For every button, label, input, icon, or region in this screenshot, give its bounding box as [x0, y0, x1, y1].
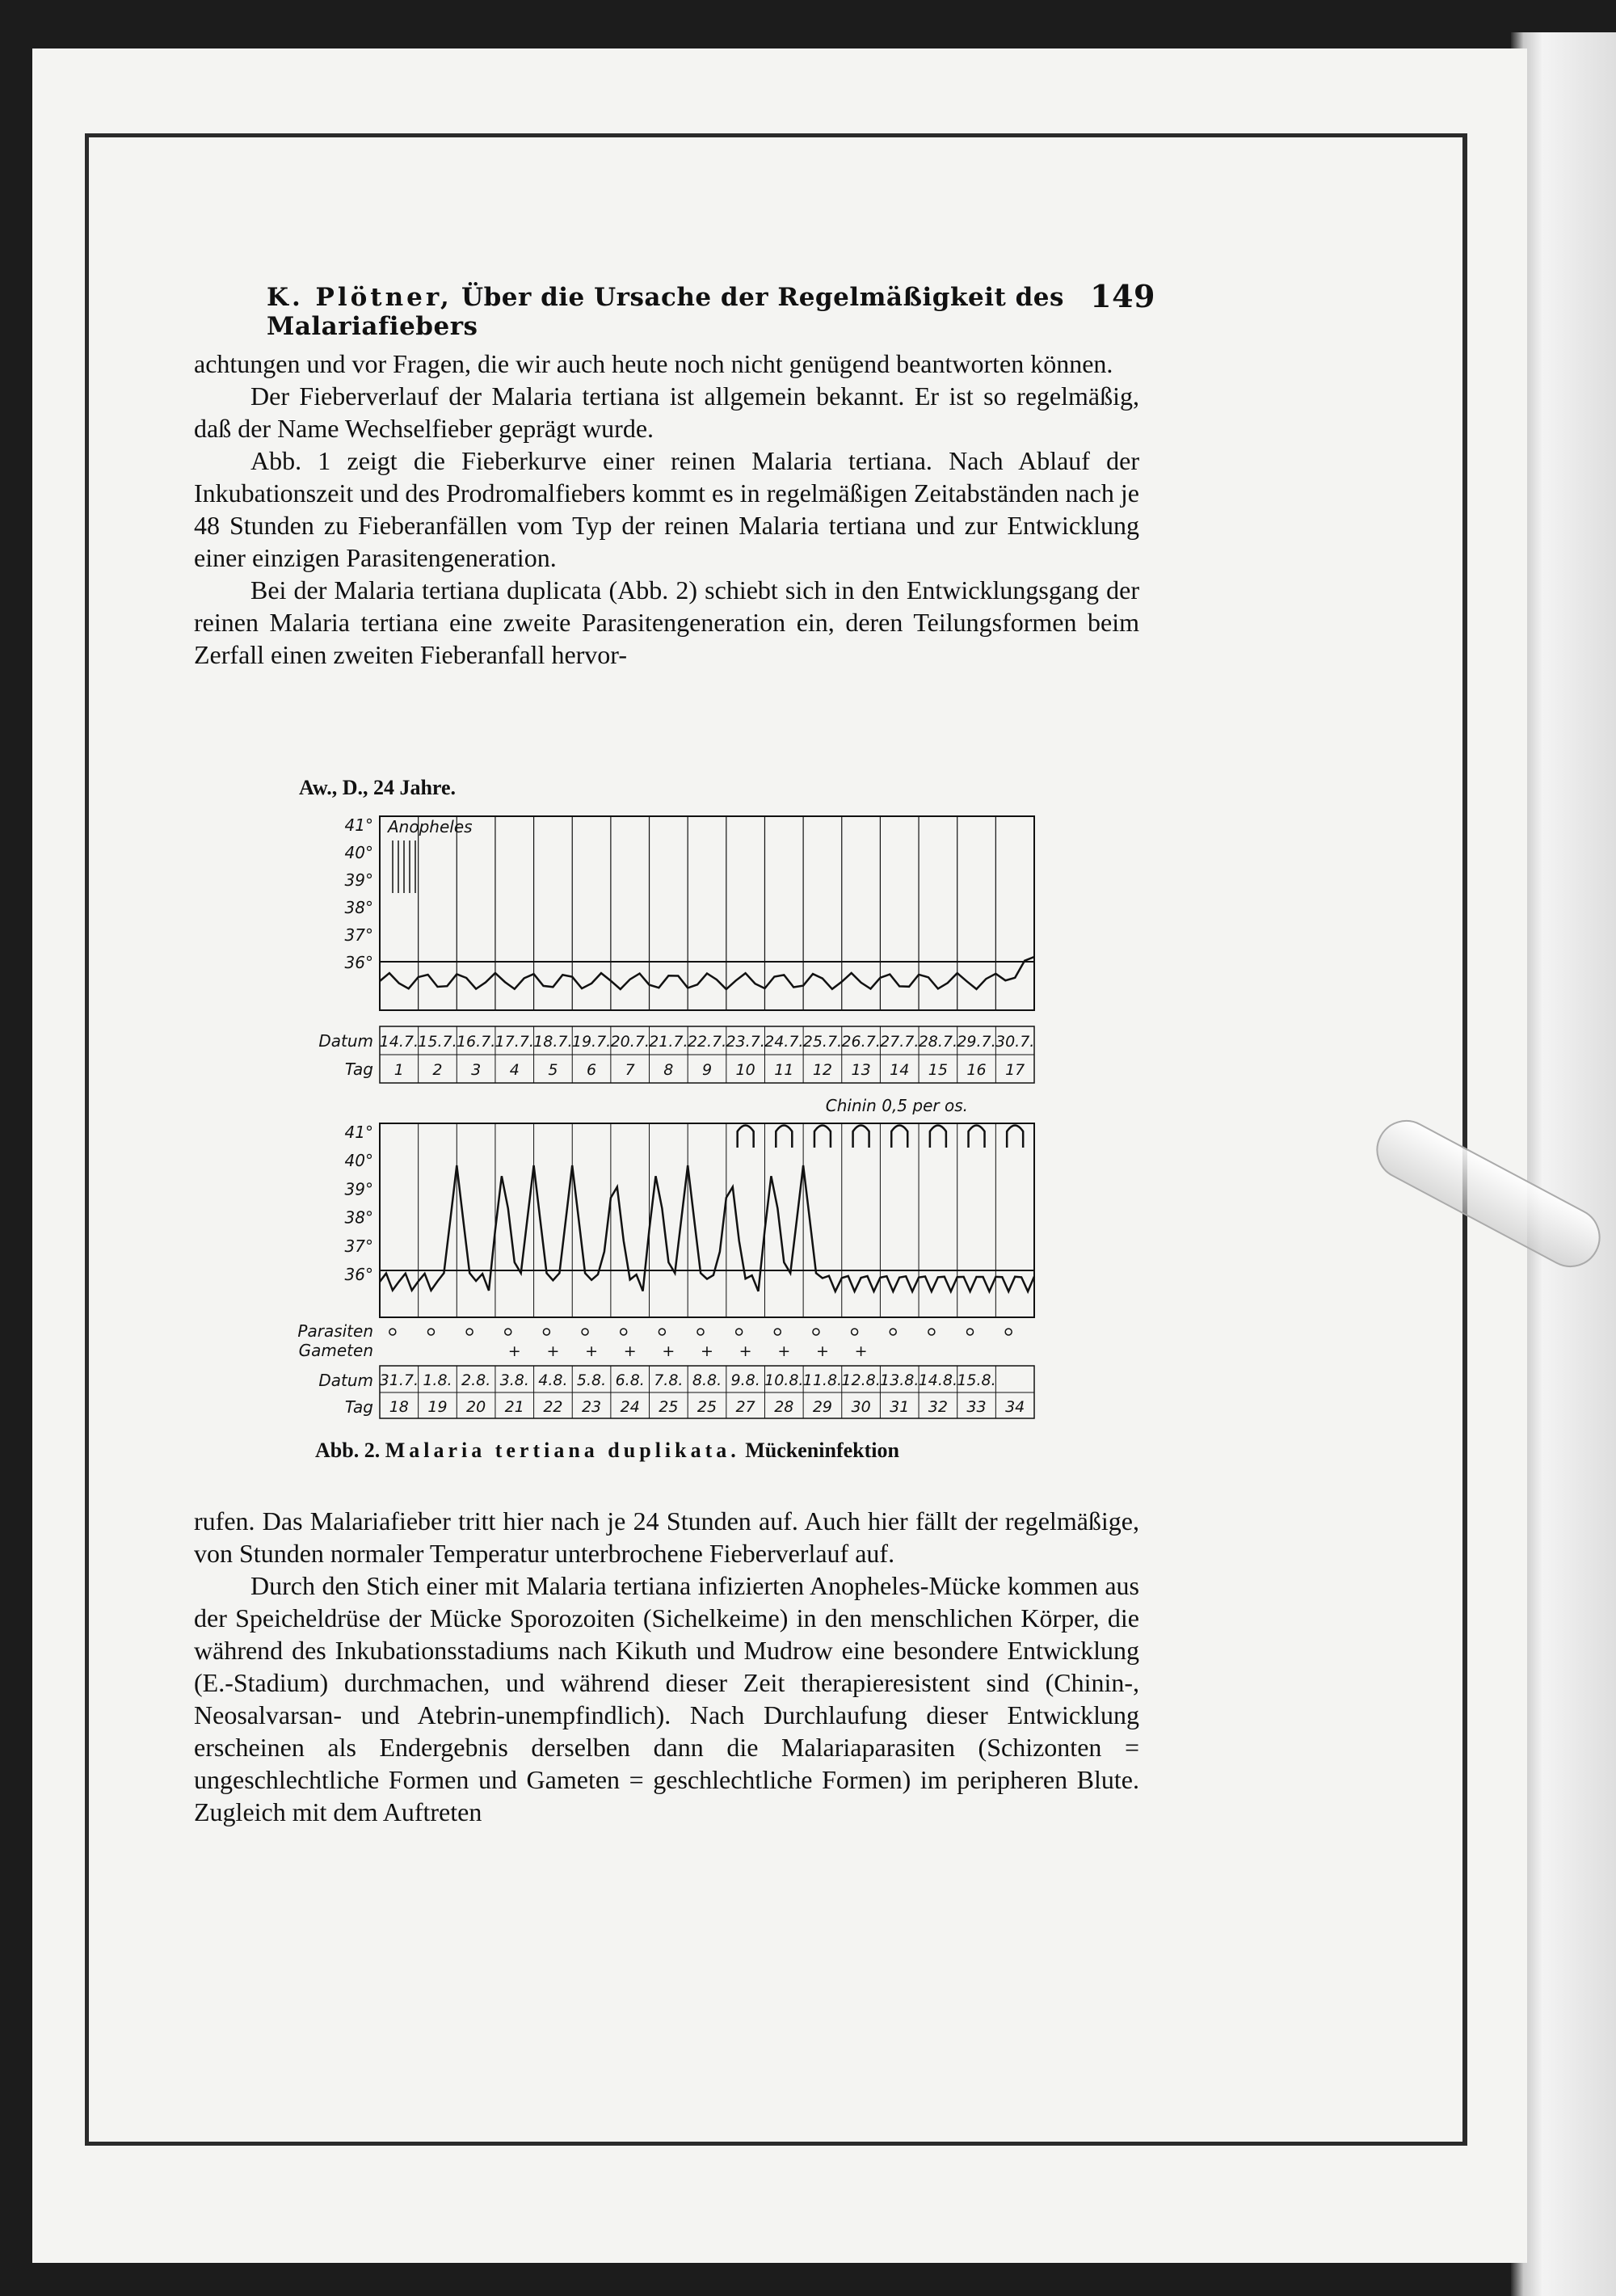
- lower-temp-label: 36°: [344, 1265, 373, 1284]
- upper-temp-label: 37°: [344, 925, 373, 945]
- date-cell: 27.7.: [880, 1033, 920, 1051]
- day-cell: 17: [1005, 1061, 1025, 1079]
- page-number: 149: [1090, 278, 1155, 314]
- day-cell: 7: [625, 1061, 635, 1079]
- date-cell-lower: 10.8.: [764, 1371, 804, 1389]
- lower-temp-label: 39°: [344, 1179, 373, 1199]
- chart-curves: [380, 957, 1034, 1360]
- day-cell-lower: 30: [851, 1398, 871, 1416]
- date-cell: 30.7.: [995, 1033, 1035, 1051]
- day-cell-lower: 29: [812, 1398, 833, 1416]
- day-cell: 12: [812, 1061, 833, 1079]
- day-cell: 14: [890, 1061, 910, 1079]
- day-cell-lower: 33: [966, 1398, 987, 1416]
- date-cell-lower: 12.8.: [841, 1371, 881, 1389]
- day-cell: 4: [509, 1061, 520, 1079]
- chinin-dose-mark: [969, 1126, 985, 1148]
- date-cell: 16.7.: [456, 1033, 496, 1051]
- gamete-mark: +: [739, 1342, 752, 1360]
- date-cell: 18.7.: [533, 1033, 573, 1051]
- paragraph: achtungen und vor Fragen, die wir auch heute noch nicht genügend beantworten können.: [194, 349, 1113, 378]
- row-label-parasiten: Parasiten: [297, 1321, 373, 1341]
- date-cell: 15.7.: [418, 1033, 457, 1051]
- parasite-mark: [505, 1329, 511, 1335]
- treatment-label: Chinin 0,5 per os.: [825, 1096, 968, 1115]
- row-label-tag: Tag: [344, 1060, 373, 1079]
- day-cell: 2: [432, 1061, 443, 1079]
- row-label-gameten: Gameten: [298, 1341, 373, 1360]
- date-cell-lower: 13.8.: [880, 1371, 920, 1389]
- figure-patient-label: Aw., D., 24 Jahre.: [299, 776, 457, 799]
- gamete-mark: +: [585, 1342, 599, 1360]
- upper-temp-label: 38°: [344, 898, 373, 917]
- gamete-mark: +: [623, 1342, 637, 1360]
- date-cell: 22.7.: [687, 1033, 727, 1051]
- date-cell: 14.7.: [379, 1033, 419, 1051]
- parasite-mark: [543, 1329, 549, 1335]
- day-cell-lower: 19: [427, 1398, 448, 1416]
- day-cell: 11: [774, 1061, 794, 1079]
- chart-labels: [297, 815, 1034, 1417]
- date-cell: 19.7.: [571, 1033, 612, 1051]
- caption-rest: Mückeninfektion: [745, 1439, 899, 1462]
- day-cell-lower: 32: [928, 1398, 948, 1416]
- date-cell: 29.7.: [957, 1033, 996, 1051]
- paragraph: Der Fieberverlauf der Malaria tertiana ist allgemein bekannt. Er ist so regelmäßig, daß der Name Wechselfieber geprägt wurde.: [194, 381, 1139, 443]
- day-cell-lower: 22: [543, 1398, 563, 1416]
- chinin-dose-mark: [738, 1126, 754, 1148]
- upper-chart-frame: [380, 816, 1034, 1010]
- caption-number: Abb. 2.: [315, 1439, 381, 1462]
- lower-chart-frame: [380, 1123, 1034, 1317]
- lower-temp-label: 40°: [344, 1151, 373, 1171]
- parasite-mark: [659, 1329, 665, 1335]
- chinin-dose-mark: [930, 1126, 946, 1148]
- date-cell: 26.7.: [841, 1033, 881, 1051]
- figure-fever-chart: [194, 776, 1139, 1487]
- lower-temp-label: 38°: [344, 1207, 373, 1228]
- figure-caption: [315, 1439, 899, 1463]
- caption-title: Malaria tertiana duplikata.: [385, 1439, 740, 1462]
- parasite-mark: [967, 1329, 974, 1335]
- parasite-mark: [736, 1329, 743, 1335]
- day-cell: 5: [548, 1061, 558, 1079]
- paragraph: Durch den Stich einer mit Malaria tertiana infizierten Anopheles-Mücke kommen aus der Speicheldrüse der Mücke Sporozoiten (Sichelkeime) in den menschlichen Körper, die während des Inkubationsstadiums nach Kikuth und Mudrow eine besondere Entwicklung (E.-Stadium) durchmachen, und während dieser Zeit therapieresistent sind (Chinin-, Neosalvarsan- und Atebrin-unempfindlich). Nach Durchlaufung dieser Entwicklung erscheinen als Endergebnis derselben dann die Malariaparasiten (Schizonten = ungeschlechtliche Formen und Gameten = geschlechtliche Formen) im peripheren Blute. Zugleich mit dem Auftreten: [194, 1571, 1139, 1826]
- day-cell-lower: 24: [620, 1398, 640, 1416]
- date-cell: 28.7.: [918, 1033, 958, 1051]
- gamete-mark: +: [777, 1342, 791, 1360]
- lower-temp-label: 37°: [344, 1236, 373, 1256]
- paragraph: Bei der Malaria tertiana duplicata (Abb. 2) schiebt sich in den Entwicklungsgang der reinen Malaria tertiana eine zweite Parasitengeneration ein, deren Teilungsformen beim Zerfall einen zweiten Fieberanfall hervor-: [194, 575, 1139, 669]
- chinin-dose-mark: [776, 1126, 792, 1148]
- date-cell-lower: 9.8.: [730, 1371, 760, 1389]
- lower-temp-label: 41°: [344, 1123, 373, 1142]
- day-cell: 10: [735, 1061, 755, 1079]
- running-header: [267, 278, 1155, 341]
- day-cell: 15: [928, 1061, 948, 1079]
- parasite-mark: [427, 1329, 434, 1335]
- date-cell-lower: 11.8.: [802, 1371, 843, 1389]
- lower-temperature-curve: [380, 1165, 1034, 1291]
- date-cell-lower: 31.7.: [379, 1371, 419, 1389]
- header-author: K. Plötner,: [267, 283, 452, 312]
- chart-grid: [380, 816, 1034, 1418]
- parasite-mark: [928, 1329, 935, 1335]
- date-cell-lower: 3.8.: [499, 1371, 529, 1389]
- day-cell-lower: 25: [659, 1398, 679, 1416]
- anopheles-annotation: Anopheles: [388, 817, 473, 836]
- date-cell-lower: 7.8.: [654, 1371, 684, 1389]
- day-cell: 16: [966, 1061, 987, 1079]
- day-cell-lower: 18: [389, 1398, 409, 1416]
- day-cell: 6: [587, 1061, 597, 1079]
- parasite-mark: [852, 1329, 858, 1335]
- day-cell: 13: [851, 1061, 871, 1079]
- row-label-datum-lower: Datum: [318, 1371, 373, 1390]
- chinin-dose-mark: [853, 1126, 869, 1148]
- parasite-mark: [1005, 1329, 1012, 1335]
- date-cell-lower: 6.8.: [615, 1371, 645, 1389]
- row-label-tag-lower: Tag: [344, 1397, 373, 1417]
- parasite-mark: [582, 1329, 588, 1335]
- header-title: Über die Ursache der Regelmäßigkeit des Malariafiebers: [267, 283, 1064, 341]
- date-cell-lower: 4.8.: [538, 1371, 568, 1389]
- parasite-mark: [466, 1329, 473, 1335]
- fever-chart-svg: [194, 808, 1139, 1439]
- upper-temp-label: 39°: [344, 870, 373, 890]
- day-cell-lower: 31: [890, 1398, 910, 1416]
- day-cell-lower: 25: [696, 1398, 718, 1416]
- day-cell-lower: 23: [581, 1398, 602, 1416]
- date-cell: 25.7.: [802, 1033, 843, 1051]
- day-cell-lower: 28: [774, 1398, 794, 1416]
- gamete-mark: +: [701, 1342, 713, 1360]
- chinin-dose-mark: [814, 1126, 831, 1148]
- date-cell-lower: 14.8.: [918, 1371, 958, 1389]
- day-cell: 1: [393, 1061, 404, 1079]
- gamete-mark: +: [546, 1342, 560, 1360]
- date-cell: 17.7.: [494, 1033, 534, 1051]
- date-cell-lower: 15.8.: [957, 1371, 996, 1389]
- date-cell: 20.7.: [610, 1033, 650, 1051]
- gamete-mark: +: [854, 1342, 868, 1360]
- paragraph: rufen. Das Malariafieber tritt hier nach je 24 Stunden auf. Auch hier fällt der regelmäßige, von Stunden normaler Temperatur unterbrochene Fieberverlauf auf.: [194, 1506, 1139, 1568]
- day-cell-lower: 34: [1005, 1398, 1025, 1416]
- paragraph: Abb. 1 zeigt die Fieberkurve einer reinen Malaria tertiana. Nach Ablauf der Inkubationszeit und des Prodromalfiebers kommt es in regelmäßigen Zeitabständen nach je 48 Stunden zu Fieberanfällen vom Typ der reinen Malaria tertiana und zur Entwicklung einer einzigen Parasitengeneration.: [194, 446, 1139, 572]
- chinin-dose-mark: [891, 1126, 907, 1148]
- gamete-mark: +: [507, 1342, 521, 1360]
- upper-temp-label: 41°: [344, 815, 373, 835]
- day-cell: 3: [471, 1061, 482, 1079]
- gamete-mark: +: [662, 1342, 675, 1360]
- chinin-dose-mark: [1007, 1126, 1023, 1148]
- upper-temp-label: 40°: [344, 843, 373, 862]
- date-cell-lower: 2.8.: [461, 1371, 491, 1389]
- gamete-mark: +: [815, 1342, 829, 1360]
- date-cell-lower: 5.8.: [576, 1371, 607, 1389]
- parasite-mark: [389, 1329, 396, 1335]
- day-cell: 9: [701, 1061, 713, 1079]
- parasite-mark: [774, 1329, 781, 1335]
- row-label-datum: Datum: [318, 1031, 373, 1051]
- date-cell: 21.7.: [649, 1033, 688, 1051]
- day-cell-lower: 21: [504, 1398, 524, 1416]
- day-cell: 8: [663, 1061, 674, 1079]
- parasite-mark: [890, 1329, 896, 1335]
- date-cell-lower: 8.8.: [692, 1371, 722, 1389]
- date-cell: 24.7.: [764, 1033, 804, 1051]
- parasite-mark: [697, 1329, 704, 1335]
- date-cell: 23.7.: [726, 1033, 765, 1051]
- body-text-bottom: [194, 1505, 1139, 1828]
- day-cell-lower: 27: [735, 1398, 755, 1416]
- date-cell-lower: 1.8.: [423, 1371, 452, 1389]
- body-text-top: [194, 348, 1139, 671]
- upper-temp-label: 36°: [344, 953, 373, 972]
- day-cell-lower: 20: [466, 1398, 486, 1416]
- parasite-mark: [621, 1329, 627, 1335]
- parasite-mark: [813, 1329, 819, 1335]
